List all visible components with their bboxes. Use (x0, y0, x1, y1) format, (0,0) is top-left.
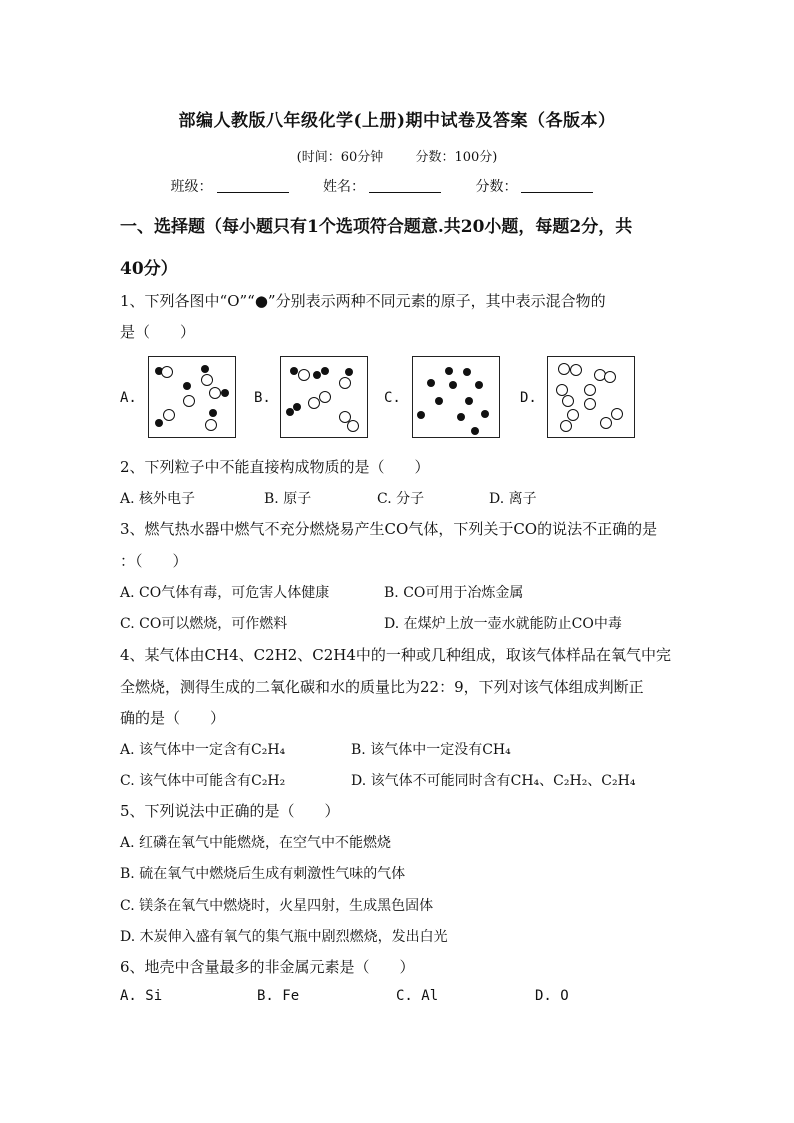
exam-total-score: 分数：100分) (415, 150, 498, 165)
filled-atom (290, 367, 298, 375)
hollow-atom (595, 370, 606, 381)
q6-option-a[interactable]: A. Si (120, 988, 163, 1004)
particle-diagram-b (281, 357, 367, 437)
particle-diagram-c (413, 357, 499, 437)
filled-atom (183, 382, 191, 390)
hollow-atom (184, 396, 195, 407)
hollow-atom (568, 410, 579, 421)
q2-option-b[interactable]: B. 原子 (264, 491, 312, 507)
filled-atom (286, 408, 294, 416)
q4-stem-line1: 4、某气体由CH4、C2H2、C2H4中的一种或几种组成，取该气体样品在氧气中完 (120, 646, 671, 664)
q5-option-a[interactable]: A. 红磷在氧气中能燃烧，在空气中不能燃烧 (120, 835, 392, 851)
q2-stem: 2、下列粒子中不能直接构成物质的是（ ） (120, 458, 430, 476)
hollow-atom (612, 409, 623, 420)
particle-diagram-d (548, 357, 634, 437)
q5-option-d[interactable]: D. 木炭伸入盛有氧气的集气瓶中剧烈燃烧，发出白光 (120, 929, 448, 945)
q2-option-c[interactable]: C. 分子 (377, 491, 425, 507)
q1-diagram-d (547, 356, 635, 438)
name-label: 姓名： (323, 179, 365, 195)
filled-atom (345, 368, 353, 376)
q3-stem-line1: 3、燃气热水器中燃气不充分燃烧易产生CO气体，下列关于CO的说法不正确的是 (120, 520, 658, 538)
hollow-atom (601, 418, 612, 429)
hollow-atom (605, 372, 616, 383)
filled-atom (463, 368, 471, 376)
hollow-atom (206, 420, 217, 431)
filled-atom (445, 367, 453, 375)
q1-label-c: C. (384, 390, 401, 406)
section-heading-line1: 一、选择题（每小题只有1个选项符合题意.共20小题，每题2分，共 (120, 217, 633, 237)
q1-diagram-c (412, 356, 500, 438)
q1-label-a: A. (120, 390, 137, 406)
hollow-atom (299, 370, 310, 381)
exam-meta (0, 146, 794, 165)
q5-option-b[interactable]: B. 硫在氧气中燃烧后生成有刺激性气味的气体 (120, 866, 406, 882)
hollow-atom (320, 392, 331, 403)
name-blank[interactable] (369, 178, 441, 193)
hollow-atom (559, 364, 570, 375)
hollow-atom (348, 421, 359, 432)
q1-stem-line2: 是（ ） (120, 323, 196, 341)
hollow-atom (340, 412, 351, 423)
hollow-atom (585, 385, 596, 396)
q5-option-c[interactable]: C. 镁条在氧气中燃烧时，火星四射，生成黑色固体 (120, 898, 434, 914)
filled-atom (417, 411, 425, 419)
q1-stem-line1: 1、下列各图中“O”“●”分别表示两种不同元素的原子，其中表示混合物的 (120, 292, 606, 310)
q6-option-c[interactable]: C. Al (396, 988, 439, 1004)
q1-label-d: D. (520, 390, 537, 406)
filled-atom (465, 397, 473, 405)
q6-option-d[interactable]: D. O (535, 988, 569, 1004)
q4-option-d[interactable]: D. 该气体不可能同时含有CH₄、C₂H₂、C₂H₄ (351, 773, 636, 789)
section-heading-line2: 40分） (120, 259, 178, 279)
student-info-line (0, 176, 794, 196)
q4-stem-line3: 确的是（ ） (120, 709, 226, 727)
q2-option-a[interactable]: A. 核外电子 (120, 491, 196, 507)
hollow-atom (557, 385, 568, 396)
hollow-atom (585, 399, 596, 410)
filled-atom (475, 381, 483, 389)
hollow-atom (309, 398, 320, 409)
filled-atom (471, 427, 479, 435)
q5-stem: 5、下列说法中正确的是（ ） (120, 802, 340, 820)
filled-atom (481, 410, 489, 418)
q2-option-d[interactable]: D. 离子 (489, 491, 537, 507)
q3-option-b[interactable]: B. CO可用于冶炼金属 (384, 585, 524, 601)
filled-atom (201, 365, 209, 373)
q3-option-d[interactable]: D. 在煤炉上放一壶水就能防止CO中毒 (384, 616, 622, 632)
score-label: 分数： (475, 179, 518, 195)
filled-atom (293, 403, 301, 411)
hollow-atom (164, 410, 175, 421)
particle-diagram-a (149, 357, 235, 437)
filled-atom (209, 409, 217, 417)
class-label: 班级： (170, 179, 213, 195)
hollow-atom (571, 365, 582, 376)
class-blank[interactable] (217, 178, 289, 193)
q4-option-b[interactable]: B. 该气体中一定没有CH₄ (351, 742, 511, 758)
hollow-atom (210, 388, 221, 399)
filled-atom (313, 371, 321, 379)
filled-atom (321, 367, 329, 375)
q1-label-b: B. (254, 390, 271, 406)
q3-option-a[interactable]: A. CO气体有毒，可危害人体健康 (120, 585, 330, 601)
filled-atom (457, 413, 465, 421)
filled-atom (449, 381, 457, 389)
q1-diagram-b (280, 356, 368, 438)
hollow-atom (563, 396, 574, 407)
filled-atom (435, 397, 443, 405)
filled-atom (221, 389, 229, 397)
q4-option-c[interactable]: C. 该气体中可能含有C₂H₂ (120, 773, 286, 789)
q6-stem: 6、地壳中含量最多的非金属元素是（ ） (120, 958, 415, 976)
score-blank[interactable] (521, 178, 593, 193)
filled-atom (155, 419, 163, 427)
q1-diagram-a (148, 356, 236, 438)
q4-option-a[interactable]: A. 该气体中一定含有C₂H₄ (120, 742, 286, 758)
filled-atom (427, 379, 435, 387)
page-title: 部编人教版八年级化学(上册)期中试卷及答案（各版本） (178, 111, 616, 131)
hollow-atom (202, 375, 213, 386)
exam-time: (时间：60分钟 (296, 150, 384, 165)
hollow-atom (561, 421, 572, 432)
hollow-atom (162, 367, 173, 378)
q3-option-c[interactable]: C. CO可以燃烧，可作燃料 (120, 616, 288, 632)
q3-stem-line2: ：（ ） (120, 552, 188, 570)
hollow-atom (340, 378, 351, 389)
q6-option-b[interactable]: B. Fe (257, 988, 300, 1004)
q4-stem-line2: 全燃烧，测得生成的二氧化碳和水的质量比为22：9，下列对该气体组成判断正 (120, 678, 644, 696)
